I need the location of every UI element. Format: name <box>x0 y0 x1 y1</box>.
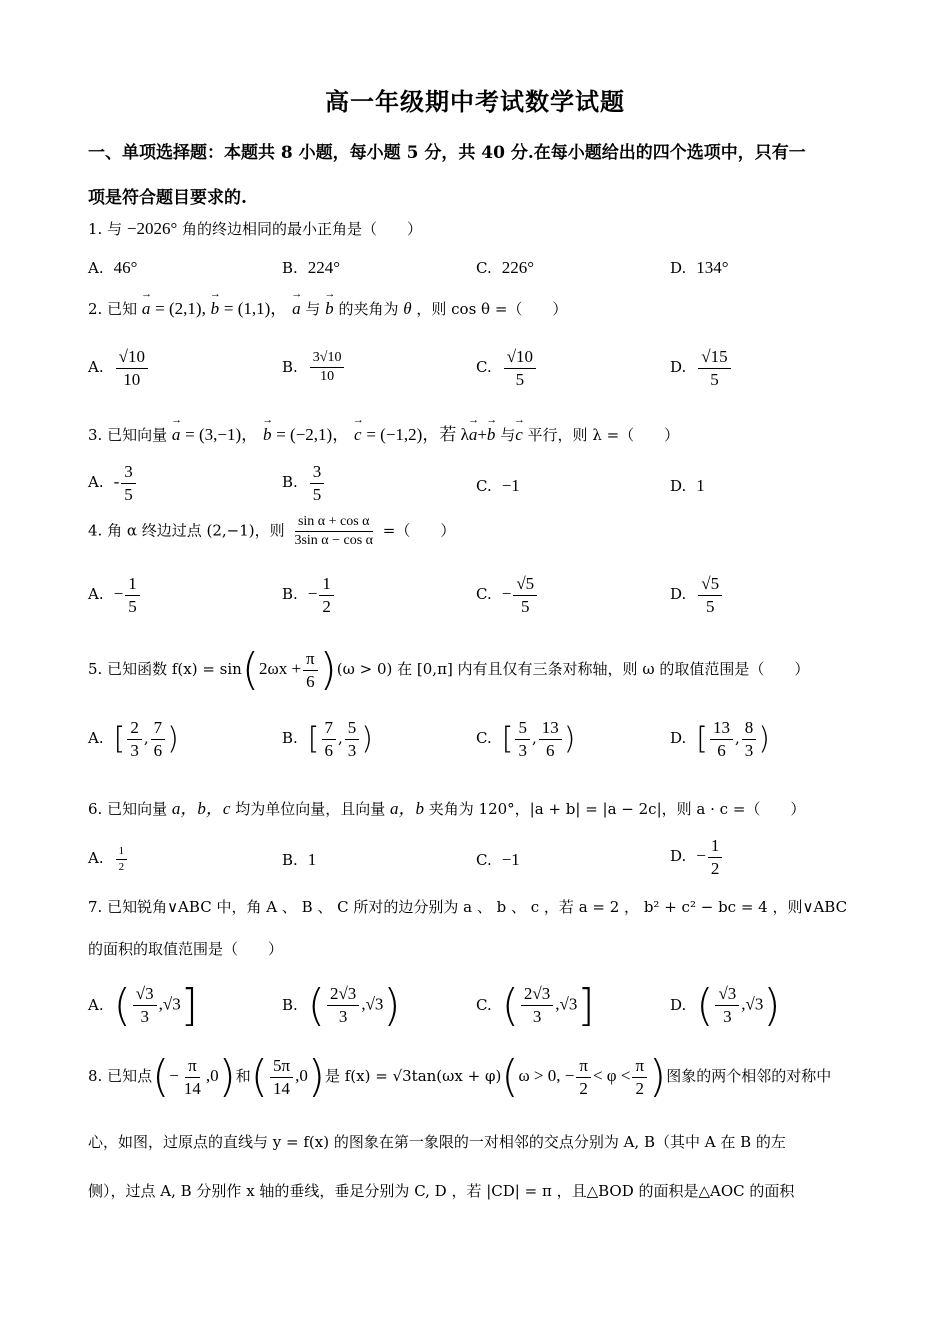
numerator: 13 <box>710 718 733 740</box>
denominator: 14 <box>273 1078 291 1098</box>
option-value-2: √3 <box>559 994 578 1014</box>
numerator: 2√3 <box>327 984 359 1006</box>
bracket-left: ( <box>113 980 131 1031</box>
q6-angle: 夹角为 120°，|a + b| = |a − 2c|，则 a · c =（ ） <box>428 800 806 818</box>
numerator: 3 <box>310 462 325 484</box>
option-label: B. <box>282 357 298 376</box>
option-value: 46° <box>113 258 138 277</box>
bracket-right: ) <box>167 721 179 757</box>
option-label: B. <box>282 259 298 277</box>
frac-2 <box>742 718 757 760</box>
option-fraction <box>310 462 325 504</box>
paren-open: ( <box>250 1051 268 1102</box>
option-label: B. <box>282 473 298 492</box>
denominator: 14 <box>183 1078 201 1098</box>
frac-1 <box>710 718 733 760</box>
question-8-line2: 心，如图，过原点的直线与 y = f(x) 的图象在第一象限的一对相邻的交点分别为 A, B（其中 A 在 B 的左 <box>88 1133 786 1151</box>
section-heading-line1: 一、单项选择题：本题共 8 小题，每小题 5 分，共 40 分.在每小题给出的四个选项中，只有一 <box>88 143 806 163</box>
denominator: 3 <box>338 1007 348 1026</box>
option-value: 226° <box>501 258 535 277</box>
option-sign: − <box>696 846 706 866</box>
denominator: 6 <box>153 740 163 760</box>
option-label: A. <box>88 358 104 377</box>
question-5 <box>88 644 888 695</box>
bracket-left: ( <box>501 980 519 1031</box>
q1-option-a[interactable] <box>88 258 137 278</box>
q3-option-a[interactable] <box>88 462 138 504</box>
option-label: D. <box>670 729 687 748</box>
vector-a: → a <box>142 300 151 317</box>
q8-p2-frac <box>270 1056 293 1098</box>
denominator: 5 <box>312 484 322 504</box>
numerator: π <box>632 1056 647 1078</box>
paren-close: ) <box>649 1051 667 1102</box>
q5-option-a[interactable]: A. [ $\frac{2}{3}$ , $\frac{7}{6}$ ) <box>88 718 179 760</box>
q3-c-value: = (−1,2)，若 λ <box>366 425 469 444</box>
q6-option-b[interactable] <box>282 850 316 870</box>
q6-option-a[interactable] <box>88 845 129 873</box>
denominator: 10 <box>320 369 335 385</box>
q5-option-c[interactable]: C. [ $\frac{5}{3}$ , $\frac{13}{6}$ ) <box>476 718 576 760</box>
q8-p1-sign: − <box>169 1066 179 1085</box>
numerator: √5 <box>698 574 722 596</box>
option-sign: − <box>307 584 318 604</box>
q1-value: −2026° <box>126 219 178 238</box>
denominator: 2 <box>710 858 720 878</box>
vector-a: → a <box>469 426 478 443</box>
q8-function: 是 f(x) = √3tan(ωx + φ) <box>324 1067 502 1085</box>
numerator: 1 <box>125 574 140 596</box>
q4-option-b[interactable] <box>282 574 336 616</box>
vector-b: → b <box>487 426 496 443</box>
q4-end: =（ ） <box>382 521 456 540</box>
vector-b: → b <box>325 300 334 317</box>
option-label: A. <box>88 259 104 277</box>
option-label: C. <box>476 585 492 604</box>
vector-b: → b <box>211 300 220 317</box>
q8-p1-frac <box>181 1056 204 1098</box>
question-2 <box>88 300 888 317</box>
frac-1 <box>322 718 337 760</box>
page-title: 高一年级期中考试数学试题 <box>325 87 625 116</box>
q2-end: ，则 cos θ =（ ） <box>416 300 568 318</box>
q1-suffix: 角的终边相同的最小正角是（ ） <box>182 220 423 238</box>
option-fraction <box>116 845 128 873</box>
vector-c: → c <box>515 426 523 443</box>
q3-with: 与 <box>500 426 516 444</box>
q3-option-b[interactable] <box>282 462 326 504</box>
bracket-right: ) <box>361 721 374 757</box>
question-4 <box>88 514 888 549</box>
q5-prefix: 5. 已知函数 f(x) = sin <box>88 660 242 678</box>
frac-1 <box>327 984 359 1026</box>
q7-option-c[interactable]: C. ( $\frac{2√3}{3}$ ,√3] <box>476 980 595 1031</box>
q8-prefix: 8. 已知点 <box>88 1067 153 1085</box>
q2-mid2: 的夹角为 <box>338 300 399 318</box>
q6-prefix: 6. 已知向量 <box>88 800 168 818</box>
q8-cond-frac-2 <box>632 1056 647 1098</box>
option-label: D. <box>670 847 687 866</box>
q6-mid: 均为单位向量，且向量 <box>235 800 386 818</box>
option-fraction <box>513 574 537 616</box>
q1-option-d[interactable] <box>670 258 729 278</box>
frac-1 <box>515 718 530 760</box>
numerator: √10 <box>116 347 148 369</box>
option-label: D. <box>670 585 687 604</box>
q2-mid: 与 <box>305 300 321 318</box>
paren-open: ( <box>501 1051 519 1102</box>
numerator: 5 <box>345 718 360 740</box>
denominator: 2 <box>579 1078 588 1098</box>
denominator: 3 <box>723 1007 732 1026</box>
question-1 <box>88 220 888 237</box>
option-fraction <box>310 350 345 385</box>
q4-option-a[interactable] <box>88 574 142 616</box>
option-sign: − <box>113 584 124 604</box>
option-label: A. <box>88 585 104 604</box>
q7-option-d[interactable]: D. ( $\frac{√3}{3}$ ,√3) <box>670 980 781 1031</box>
option-label: B. <box>282 585 298 604</box>
denominator: 3 <box>347 740 357 760</box>
question-7-line1: 7. 已知锐角∨ABC 中，角 A 、 B 、 C 所对的边分别为 a 、 b 、 c ，若 a = 2 ， b² + c² − bc = 4 ，则∨ABC <box>88 898 848 916</box>
q5-pi-over-six <box>303 649 318 691</box>
option-label: A. <box>88 729 104 748</box>
option-fraction <box>121 462 136 504</box>
q6-vectors: a，b，c <box>171 799 231 818</box>
option-label: B. <box>282 851 298 869</box>
question-6 <box>88 800 888 817</box>
q8-cond-frac-1 <box>576 1056 591 1098</box>
denominator: 5 <box>515 369 525 389</box>
q2-option-a[interactable] <box>88 347 150 389</box>
option-label: C. <box>476 358 492 377</box>
option-value-2: √3 <box>745 994 764 1014</box>
option-label: B. <box>282 995 298 1014</box>
vector-a: → a <box>292 300 301 317</box>
numerator: 7 <box>322 718 337 740</box>
q8-p1-y: ,0 <box>205 1066 219 1085</box>
q5-condition: (ω > 0) 在 [0,π] 内有且仅有三条对称轴，则 ω 的取值范围是（ ） <box>336 660 810 678</box>
denominator: 3 <box>532 1007 542 1026</box>
denominator: 3 <box>130 740 139 760</box>
denominator: 5 <box>710 369 719 389</box>
frac-1 <box>133 984 157 1026</box>
frac-1 <box>715 984 739 1026</box>
denominator: 5 <box>128 596 137 616</box>
question-8-line1 <box>88 1051 888 1102</box>
numerator: 5 <box>515 718 530 740</box>
section-heading-line2: 项是符合题目要求的. <box>88 188 247 208</box>
bracket-right: ) <box>763 980 781 1031</box>
bracket-right: ) <box>563 721 576 757</box>
denominator: 2 <box>118 860 125 873</box>
q3-option-c[interactable] <box>476 476 520 496</box>
q2-option-c[interactable] <box>476 347 538 389</box>
q1-prefix: 1. 与 <box>88 220 123 238</box>
option-label: C. <box>476 729 492 748</box>
numerator: 7 <box>151 718 166 740</box>
vector-b: → b <box>263 426 272 443</box>
q7-option-a[interactable]: A. ( $\frac{√3}{3}$ ,√3] <box>88 980 198 1031</box>
option-label: D. <box>670 995 687 1014</box>
q2-theta: θ <box>403 299 412 318</box>
option-label: C. <box>476 851 492 869</box>
numerator: √5 <box>513 574 537 596</box>
numerator: 5π <box>270 1056 293 1078</box>
denominator: 5 <box>124 484 133 504</box>
denominator: 3sin α − cos α <box>294 533 374 549</box>
option-value: −1 <box>501 476 520 495</box>
bracket-left: [ <box>501 721 514 757</box>
option-label: C. <box>476 477 492 495</box>
numerator: π <box>185 1056 200 1078</box>
frac-2 <box>151 718 166 760</box>
question-7-line2: 的面积的取值范围是（ ） <box>88 940 284 958</box>
q3-a-value: = (3,−1)， <box>185 425 259 444</box>
denominator: 3 <box>518 740 527 760</box>
bracket-left: ( <box>307 980 325 1031</box>
option-label: D. <box>670 477 687 495</box>
denominator: 10 <box>123 369 141 389</box>
numerator: √3 <box>133 984 157 1006</box>
denominator: 5 <box>705 596 715 616</box>
option-label: C. <box>476 995 492 1014</box>
denominator: 5 <box>520 596 530 616</box>
frac-1 <box>521 984 553 1026</box>
q3-end: 平行，则 λ =（ ） <box>527 426 680 444</box>
option-value-2: √3 <box>365 994 384 1014</box>
numerator: 2√3 <box>521 984 553 1006</box>
option-value-2: √3 <box>162 994 181 1014</box>
q5-option-b[interactable]: B. [ $\frac{7}{6}$ , $\frac{5}{3}$ ) <box>282 718 374 760</box>
q1-option-b[interactable] <box>282 258 340 278</box>
q2-option-d[interactable] <box>670 347 733 389</box>
option-fraction <box>116 347 148 389</box>
denominator: 3 <box>140 1007 149 1026</box>
q4-option-d[interactable] <box>670 574 724 616</box>
q3-prefix: 3. 已知向量 <box>88 426 168 444</box>
option-label: C. <box>476 259 492 277</box>
option-label: A. <box>88 473 104 492</box>
vector-c: → c <box>354 426 362 443</box>
q7-option-b[interactable]: B. ( $\frac{2√3}{3}$ ,√3) <box>282 980 401 1031</box>
q4-fraction <box>291 514 376 549</box>
option-fraction <box>504 347 536 389</box>
numerator: √3 <box>715 984 739 1006</box>
numerator: √15 <box>698 347 730 369</box>
paren-open: ( <box>241 644 259 695</box>
paren-open: ( <box>152 1051 170 1102</box>
numerator: 13 <box>539 718 562 740</box>
q8-end: 图象的两个相邻的对称中 <box>666 1067 832 1085</box>
denominator: 6 <box>324 740 334 760</box>
denominator: 6 <box>717 740 726 760</box>
q3-b-value: = (−2,1)， <box>276 425 350 444</box>
q6-option-c[interactable] <box>476 850 520 870</box>
numerator: 8 <box>742 718 757 740</box>
option-fraction <box>708 836 723 878</box>
numerator: π <box>576 1056 591 1078</box>
q8-and: 和 <box>235 1067 251 1085</box>
option-fraction <box>319 574 334 616</box>
frac-2 <box>539 718 562 760</box>
numerator: π <box>303 649 318 671</box>
numerator: 2 <box>127 718 142 740</box>
bracket-right: ] <box>577 980 595 1031</box>
q2-option-b[interactable] <box>282 350 346 385</box>
option-label: A. <box>88 995 104 1014</box>
q8-p2-y: ,0 <box>295 1066 308 1085</box>
option-value: 224° <box>307 258 341 277</box>
q2-a-value: = (2,1), <box>155 299 206 318</box>
q5-inner: 2ωx + <box>259 659 302 678</box>
q8-cond-a: ω > 0, − <box>518 1066 575 1085</box>
frac-1 <box>127 718 142 760</box>
q5-option-d[interactable]: D. [ $\frac{13}{6}$ , $\frac{8}{3}$ ) <box>670 718 770 760</box>
numerator: sin α + cos α <box>295 514 373 532</box>
q2-prefix: 2. 已知 <box>88 300 138 318</box>
option-value: 1 <box>307 850 317 869</box>
vector-a: → a <box>172 426 181 443</box>
q6-option-d[interactable] <box>670 836 724 878</box>
bracket-left: [ <box>113 721 126 757</box>
question-8-line3: 侧），过点 A, B 分别作 x 轴的垂线，垂足分别为 C, D ，若 |CD| = π ，且△BOD 的面积是△AOC 的面积 <box>88 1182 795 1200</box>
bracket-right: ) <box>758 721 770 757</box>
denominator: 2 <box>635 1078 644 1098</box>
numerator: √10 <box>504 347 536 369</box>
paren-close: ) <box>307 1051 325 1102</box>
q3-option-d[interactable] <box>670 476 705 496</box>
bracket-left: ( <box>696 980 714 1031</box>
q4-prefix: 4. 角 α 终边过点 (2,−1)，则 <box>88 521 285 540</box>
option-label: A. <box>88 849 104 868</box>
option-value: −1 <box>501 850 520 869</box>
bracket-left: [ <box>307 721 320 757</box>
option-value: 134° <box>696 258 729 277</box>
numerator: 3 <box>121 462 136 484</box>
option-fraction <box>698 574 722 616</box>
bracket-right: ] <box>180 980 198 1031</box>
denominator: 2 <box>322 596 331 616</box>
option-sign: − <box>501 584 512 604</box>
q6-ab: a，b <box>390 799 424 818</box>
denominator: 6 <box>306 671 315 691</box>
q2-b-value: = (1,1)， <box>223 299 288 318</box>
numerator: 3√10 <box>310 350 345 368</box>
q3-plus: + <box>477 425 487 444</box>
bracket-right: ) <box>383 980 401 1031</box>
option-label: D. <box>670 358 687 377</box>
numerator: 1 <box>116 845 128 860</box>
option-sign: - <box>113 472 120 492</box>
paren-close: ) <box>319 644 337 695</box>
paren-close: ) <box>218 1051 236 1102</box>
frac-2 <box>345 718 360 760</box>
numerator: 1 <box>708 836 723 858</box>
q8-cond-b: < φ < <box>592 1066 631 1085</box>
option-label: B. <box>282 729 298 748</box>
numerator: 1 <box>319 574 334 596</box>
question-3 <box>88 426 888 443</box>
option-value: 1 <box>696 476 705 495</box>
option-label: D. <box>670 259 687 277</box>
bracket-left: [ <box>696 721 708 757</box>
denominator: 6 <box>545 740 555 760</box>
q1-option-c[interactable] <box>476 258 534 278</box>
denominator: 3 <box>744 740 754 760</box>
option-fraction <box>698 347 730 389</box>
q4-option-c[interactable] <box>476 574 539 616</box>
option-fraction <box>125 574 140 616</box>
